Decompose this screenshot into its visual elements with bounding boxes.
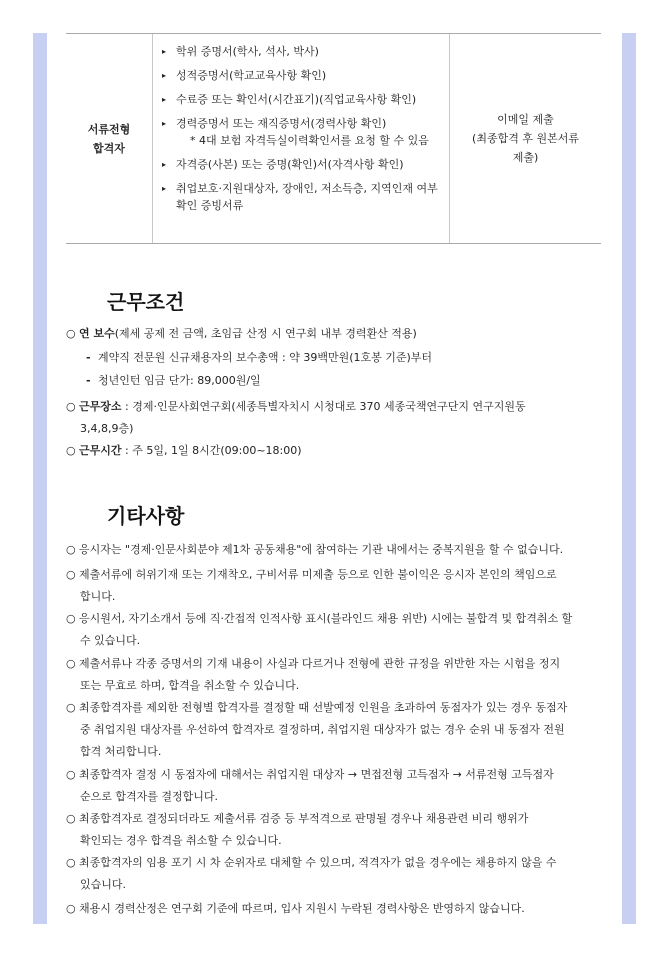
notice-item: ○ 제출서류나 각종 증명서의 기재 내용이 사실과 다르거나 전형에 관한 규정을 위반한 자는 시험을 정지 또는 무효로 하며, 합격을 취소할 수 있습니다. (66, 653, 601, 697)
bullet-icon: ▸ (162, 119, 167, 128)
list-item: ▸ 경력증명서 또는 재직증명서(경력사항 확인) (162, 117, 387, 130)
notice-item: ○ 채용시 경력산정은 연구회 기준에 따르며, 입사 지원시 누락된 경력사항은 반영하지 않습니다. (66, 898, 601, 920)
list-item: ▸ 취업보호·지원대상자, 장애인, 저소득층, 지역인재 여부 확인 증빙서류 (162, 182, 438, 212)
notice-item: ○ 최종합격자 결정 시 동점자에 대해서는 취업지원 대상자 → 면접전형 고득점자 → 서류전형 고득점자 순으로 합격자를 결정합니다. (66, 764, 601, 808)
circle-bullet-icon: ○ (66, 701, 76, 714)
circle-bullet-icon: ○ (66, 400, 76, 413)
notice-item: ○ 응시원서, 자기소개서 등에 직·간접적 인적사항 표시(블라인드 채용 위반) 시에는 불합격 및 합격취소 할 수 있습니다. (66, 608, 601, 652)
bullet-icon: ▸ (162, 71, 167, 80)
circle-bullet-icon: ○ (66, 568, 76, 581)
other-notes-heading: 기타사항 (107, 504, 185, 528)
circle-bullet-icon: ○ (66, 543, 76, 556)
documents-table (66, 33, 601, 244)
notice-item: ○ 최종합격자의 임용 포기 시 차 순위자로 대체할 수 있으며, 적격자가 없을 경우에는 채용하지 않을 수 있습니다. (66, 852, 601, 896)
notice-item: ○ 최종합격자를 제외한 전형별 합격자를 결정할 때 선발예정 인원을 초과하여 동점자가 있는 경우 동점자 중 취업지원 대상자를 우선하여 합격자로 결정하며, 취업지원 대상자가 없는 경우 순위 내 동점자 전원 합격 처리합니다. (66, 697, 601, 763)
bullet-icon: ▸ (162, 184, 167, 193)
required-documents-list (162, 43, 447, 221)
work-conditions-heading: 근무조건 (107, 290, 185, 314)
circle-bullet-icon: ○ (66, 657, 76, 670)
work-hours-item: ○ 근무시간 : 주 5일, 1일 8시간(09:00~18:00) (66, 440, 601, 462)
notice-item: ○ 제출서류에 허위기재 또는 기재착오, 구비서류 미제출 등으로 인한 불이익은 응시자 본인의 책임으로 합니다. (66, 564, 601, 608)
list-item: ▸ 성적증명서(학교교육사항 확인) (162, 69, 327, 82)
dash-icon: - (86, 351, 91, 364)
bullet-icon: ▸ (162, 47, 167, 56)
list-item: ▸ 학위 증명서(학사, 석사, 박사) (162, 45, 319, 58)
circle-bullet-icon: ○ (66, 612, 76, 625)
list-item: ▸ 수료증 또는 확인서(시간표기)(직업교육사항 확인) (162, 93, 417, 106)
left-decor-bar (33, 33, 47, 924)
circle-bullet-icon: ○ (66, 856, 76, 869)
circle-bullet-icon: ○ (66, 902, 76, 915)
notice-item: ○ 응시자는 "경제·인문사회분야 제1차 공동채용"에 참여하는 기관 내에서는 중복지원을 할 수 없습니다. (66, 539, 601, 561)
bullet-icon: ▸ (162, 95, 167, 104)
bullet-icon: ▸ (162, 160, 167, 169)
salary-sub-item: - 계약직 전문원 신규채용자의 보수총액 : 약 39백만원(1호봉 기준)부터 (86, 348, 432, 368)
column-divider (152, 34, 153, 243)
circle-bullet-icon: ○ (66, 768, 76, 781)
salary-item: ○ 연 보수(제세 공제 전 금액, 초임급 산정 시 연구회 내부 경력환산 적용) (66, 323, 601, 345)
list-item: ▸ 자격증(사본) 또는 증명(확인)서(자격사항 확인) (162, 158, 404, 171)
circle-bullet-icon: ○ (66, 812, 76, 825)
circle-bullet-icon: ○ (66, 444, 76, 457)
notice-item: ○ 최종합격자로 결정되더라도 제출서류 검증 등 부적격으로 판명될 경우나 채용관련 비리 행위가 확인되는 경우 합격을 취소할 수 있습니다. (66, 808, 601, 852)
dash-icon: - (86, 374, 91, 387)
table-row-header: 서류전형 합격자 (87, 122, 131, 155)
workplace-item: ○ 근무장소 : 경제·인문사회연구회(세종특별자치시 시청대로 370 세종국책연구단지 연구지원동 3,4,8,9층) (66, 396, 601, 440)
list-item-note: * 4대 보험 자격득실이력확인서를 요청 할 수 있음 (190, 134, 429, 147)
circle-bullet-icon: ○ (66, 327, 76, 340)
submission-method: 이메일 제출 (최종합격 후 원본서류 제출) (472, 113, 579, 164)
salary-sub-item: - 청년인턴 임금 단가: 89,000원/일 (86, 371, 261, 391)
right-decor-bar (622, 33, 636, 924)
